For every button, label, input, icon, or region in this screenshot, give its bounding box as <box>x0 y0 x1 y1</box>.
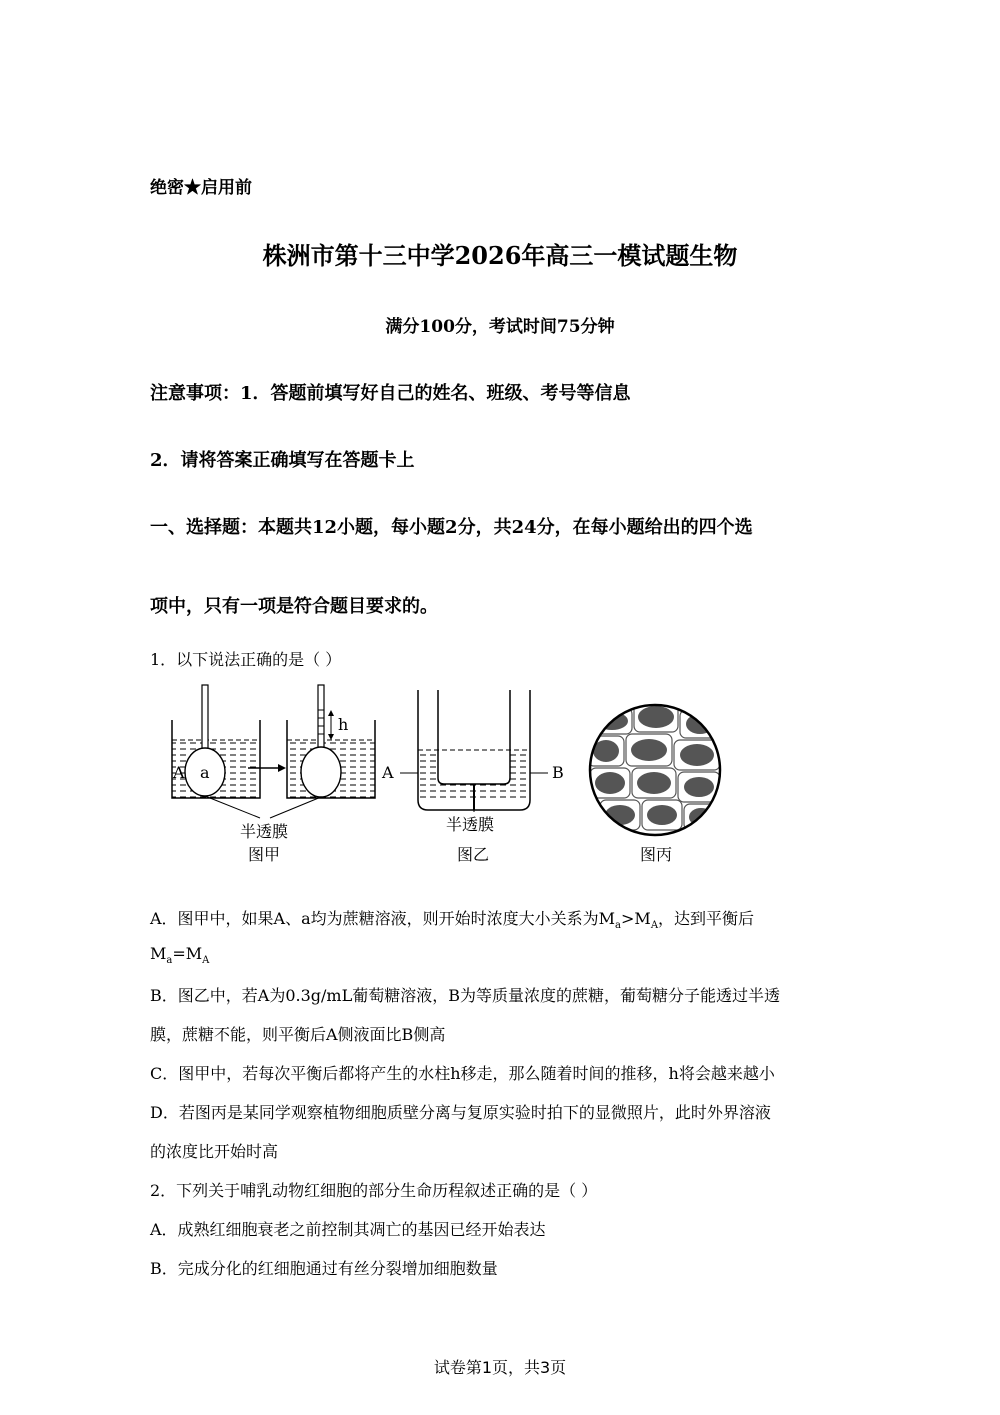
label-a: a <box>200 763 210 782</box>
membrane-pointer-right <box>270 797 321 818</box>
label-A: A <box>173 763 185 782</box>
q1-stem: 1．以下说法正确的是（ ） <box>150 650 342 669</box>
membrane-label-jia: 半透膜 <box>240 822 289 841</box>
fig-jia-label: 图甲 <box>248 845 281 864</box>
notice-2: 2．请将答案正确填写在答题卡上 <box>150 450 415 471</box>
notice-1: 注意事项：1．答题前填写好自己的姓名、班级、考号等信息 <box>150 383 631 404</box>
q1-option-a-line1: A．图甲中，如果A、a均为蔗糖溶液，则开始时浓度大小关系为$M_a>M_A$，达到平衡后 <box>150 909 755 931</box>
membrane-pointer-left <box>205 796 260 818</box>
q1-figure-svg <box>160 680 730 870</box>
score-info: 满分100分，考试时间75分钟 <box>385 317 615 337</box>
q2-option-a: A．成熟红细胞衰老之前控制其凋亡的基因已经开始表达 <box>150 1220 546 1239</box>
q1-option-b-line1: B．图乙中，若A为0.3g/mL葡萄糖溶液，B为等质量浓度的蔗糖，葡萄糖分子能透过半透 <box>150 986 780 1005</box>
q1-option-c: C．图甲中，若每次平衡后都将产生的水柱h移走，那么随着时间的推移，h将会越来越小 <box>150 1064 775 1083</box>
jia-left-beaker <box>172 685 260 798</box>
q1-option-a-line2: $M_a=M_A$ <box>150 944 210 966</box>
q2-option-b: B．完成分化的红细胞通过有丝分裂增加细胞数量 <box>150 1259 498 1278</box>
jia-right-beaker <box>287 685 375 798</box>
section-heading-line1: 一、选择题：本题共12小题，每小题2分，共24分，在每小题给出的四个选 <box>150 517 753 538</box>
section-heading-line2: 项中，只有一项是符合题目要求的。 <box>150 596 438 617</box>
yi-label-B: B <box>552 763 564 782</box>
page-footer: 试卷第1页，共3页 <box>433 1358 567 1377</box>
yi-label-A: A <box>382 763 394 782</box>
fig-yi-label: 图乙 <box>457 845 490 864</box>
confidential-mark: 绝密★启用前 <box>150 178 252 198</box>
yi-u-tube <box>381 690 564 812</box>
fig-bing-label: 图丙 <box>640 845 673 864</box>
exam-title: 株洲市第十三中学2026年高三一模试题生物 <box>262 241 738 270</box>
label-h: h <box>338 715 349 734</box>
q1-option-d-line1: D．若图丙是某同学观察植物细胞质壁分离与复原实验时拍下的显微照片，此时外界溶液 <box>150 1103 771 1122</box>
q1-option-d-line2: 的浓度比开始时高 <box>150 1142 279 1161</box>
membrane-label-yi: 半透膜 <box>446 815 495 834</box>
q1-figure <box>160 680 730 870</box>
q2-stem: 2．下列关于哺乳动物红细胞的部分生命历程叙述正确的是（ ） <box>150 1181 598 1200</box>
q1-option-b-line2: 膜，蔗糖不能，则平衡后A侧液面比B侧高 <box>150 1025 446 1044</box>
